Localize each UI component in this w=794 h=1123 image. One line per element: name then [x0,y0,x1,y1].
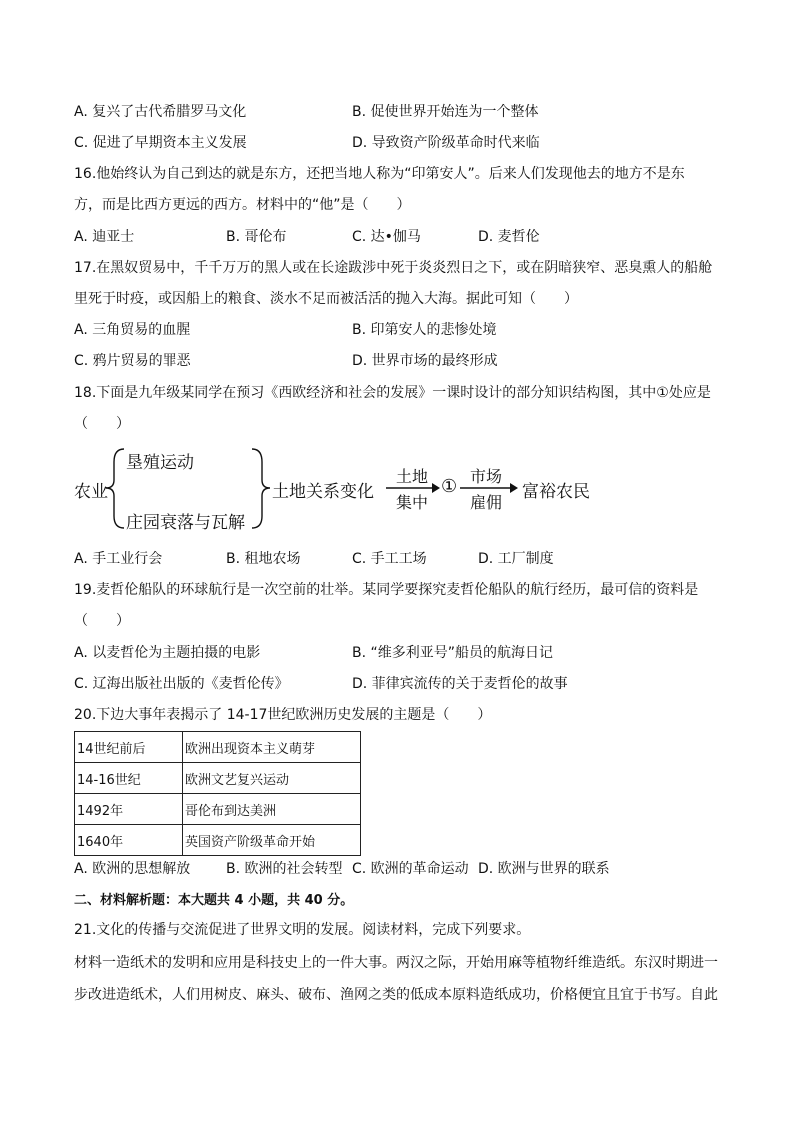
q19-option-c: C. 辽海出版社出版的《麦哲伦传》 [74,676,289,692]
q20-option-b: B. 欧洲的社会转型 [226,861,343,877]
q19-option-b: B. “维多利亚号”船员的航海日记 [352,645,554,661]
q16-stem-line2: 方，而是比西方更远的西方。材料中的“他”是（ ） [74,197,411,213]
right-brace [252,449,270,528]
q20-option-d: D. 欧洲与世界的联系 [478,861,610,877]
table-cell-date: 1640年 [75,825,183,856]
q17-option-b: B. 印第安人的悲惨处境 [352,322,497,338]
knowledge-structure-diagram [74,444,614,534]
left-brace [106,449,124,528]
event-timeline-table [74,731,361,856]
q19-stem-line1: 19.麦哲伦船队的环球航行是一次空前的壮举。某同学要探究麦哲伦船队的航行经历，最可信的资料是 [74,582,699,598]
q20-option-c: C. 欧洲的革命运动 [352,861,469,877]
q15-option-b: B. 促使世界开始连为一个整体 [352,104,539,120]
table-row [75,794,361,825]
q19-stem-line2: （ ） [74,613,130,629]
table-row [75,763,361,794]
diagram-concentrate: 集中 [396,493,429,512]
q20-stem: 20.下边大事年表揭示了 14-17世纪欧洲历史发展的主题是（ ） [74,707,492,723]
q17-option-c: C. 鸦片贸易的罪恶 [74,353,191,369]
q21-material-line1: 材料一造纸术的发明和应用是科技史上的一件大事。两汉之际，开始用麻等植物纤维造纸。东汉时期进一 [74,955,718,971]
arrow-head-1 [432,483,440,493]
section-heading: 二、材料解析题：本大题共 4 小题，共 40 分。 [74,893,354,908]
q20-option-a: A. 欧洲的思想解放 [74,861,191,877]
q16-option-a: A. 迪亚士 [74,229,135,245]
diagram-market: 市场 [470,467,503,486]
q17-stem-line2: 里死于时疫，或因船上的粮食、淡水不足而被活活的抛入大海。据此可知（ ） [74,291,578,307]
q16-option-b: B. 哥伦布 [226,229,287,245]
q19-option-a: A. 以麦哲伦为主题拍摄的电影 [74,645,261,661]
diagram-manor-decline: 庄园衰落与瓦解 [126,513,245,533]
q17-option-a: A. 三角贸易的血腥 [74,322,191,338]
q15-option-c: C. 促进了早期资本主义发展 [74,135,247,151]
table-cell-date: 14-16世纪 [75,763,183,794]
diagram-hire: 雇佣 [470,493,503,512]
table-cell-event: 哥伦布到达美洲 [183,794,361,825]
q16-option-d: D. 麦哲伦 [478,229,540,245]
diagram-reclamation-movement: 垦殖运动 [126,453,194,473]
q17-stem-line1: 17.在黑奴贸易中，千千万万的黑人或在长途跋涉中死于炎炎烈日之下，或在阴暗狭窄、恶臭熏人的船舱 [74,260,713,276]
table-cell-event: 英国资产阶级革命开始 [183,825,361,856]
q18-stem-line1: 18.下面是九年级某同学在预习《西欧经济和社会的发展》一课时设计的部分知识结构图，其中①处应是 [74,385,711,401]
arrow-head-2 [510,483,518,493]
q17-option-d: D. 世界市场的最终形成 [352,353,498,369]
diagram-land: 土地 [396,467,429,486]
q15-option-a: A. 复兴了古代希腊罗马文化 [74,104,247,120]
q18-option-a: A. 手工业行会 [74,551,163,567]
q18-option-d: D. 工厂制度 [478,551,554,567]
diagram-land-relation-change: 土地关系变化 [272,482,374,502]
table-cell-date: 14世纪前后 [75,732,183,763]
table-cell-date: 1492年 [75,794,183,825]
q21-stem: 21.文化的传播与交流促进了世界文明的发展。阅读材料，完成下列要求。 [74,922,531,938]
q18-option-b: B. 租地农场 [226,551,301,567]
q19-option-d: D. 菲律宾流传的关于麦哲伦的故事 [352,676,568,692]
q16-stem-line1: 16.他始终认为自己到达的就是东方，还把当地人称为“印第安人”。后来人们发现他去的地方不是东 [74,166,685,182]
q16-option-c: C. 达•伽马 [352,229,421,245]
table-cell-event: 欧洲文艺复兴运动 [183,763,361,794]
diagram-blank-1: ① [441,476,458,497]
q18-stem-line2: （ ） [74,416,130,432]
table-row [75,732,361,763]
diagram-rich-farmer: 富裕农民 [522,482,590,502]
table-row [75,825,361,856]
q18-option-c: C. 手工工场 [352,551,427,567]
q21-material-line2: 步改进造纸术，人们用树皮、麻头、破布、渔网之类的低成本原料造纸成功，价格便宜且宜于书写。自此 [74,987,718,1003]
diagram-agriculture: 农业 [74,482,108,502]
table-cell-event: 欧洲出现资本主义萌芽 [183,732,361,763]
q15-option-d: D. 导致资产阶级革命时代来临 [352,135,540,151]
